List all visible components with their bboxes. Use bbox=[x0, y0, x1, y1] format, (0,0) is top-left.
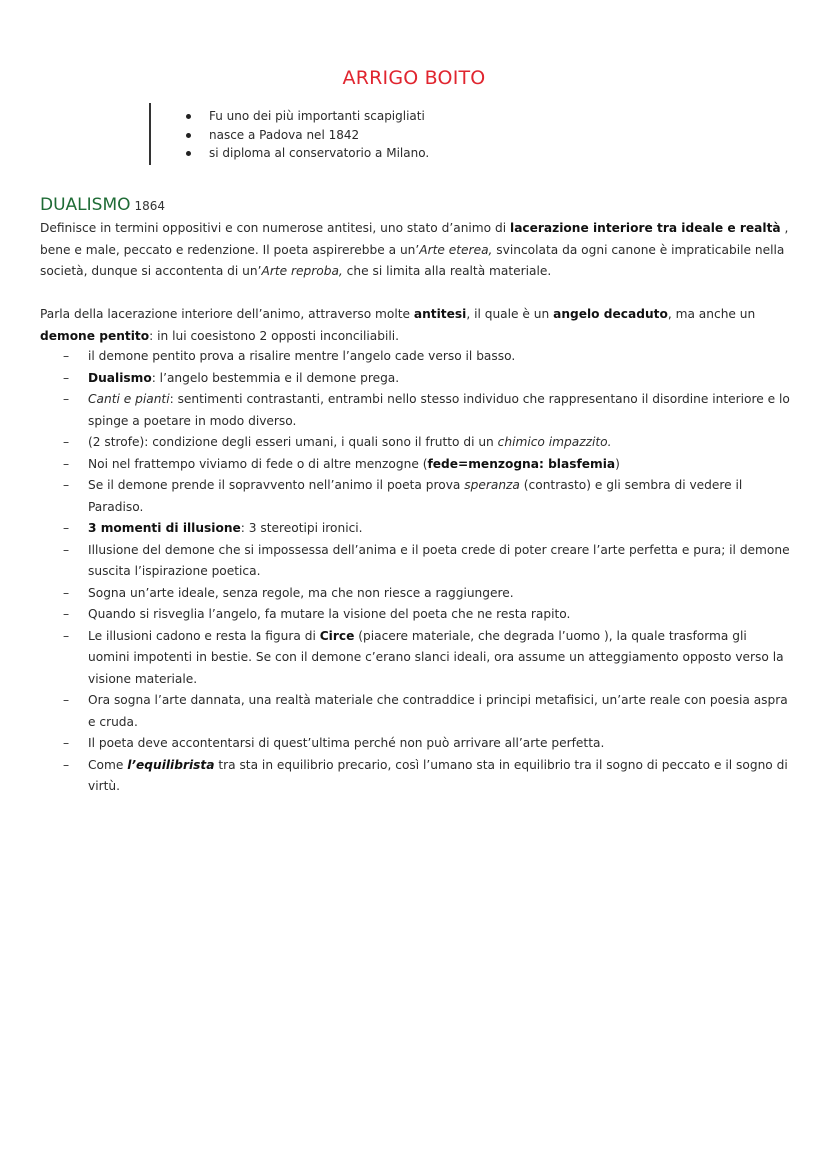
second-paragraph bbox=[40, 304, 792, 347]
intro-paragraph bbox=[40, 218, 792, 283]
text-span: che si limita alla realtà materiale. bbox=[342, 264, 552, 278]
text-span: Quando si risveglia l’angelo, fa mutare la visione del poeta che ne resta rapito. bbox=[88, 607, 571, 621]
list-item bbox=[40, 540, 792, 583]
bold-span: Dualismo bbox=[88, 370, 152, 385]
list-item bbox=[40, 475, 792, 518]
bold-span: lacerazione interiore tra ideale e realtà bbox=[510, 221, 781, 235]
text-span: Sogna un’arte ideale, senza regole, ma che non riesce a raggiungere. bbox=[88, 585, 514, 600]
bold-span: antitesi bbox=[413, 307, 467, 321]
bio-box bbox=[149, 103, 551, 165]
list-item bbox=[40, 690, 792, 733]
list-item bbox=[40, 583, 792, 605]
text-span: Se il demone prende il sopravvento nell’animo il poeta prova bbox=[88, 478, 465, 492]
list-item bbox=[40, 733, 792, 755]
text-span: Come bbox=[88, 757, 128, 772]
text-span: Illusione del demone che si impossessa dell’anima e il poeta crede di poter creare l’arte perfetta e pura; il demone suscita l’ispirazione poetica. bbox=[88, 542, 790, 578]
text-span: Parla della lacerazione interiore dell’animo, attraverso molte bbox=[40, 307, 414, 321]
bio-list bbox=[151, 107, 551, 163]
text-span: ) bbox=[615, 456, 620, 471]
italic-span: chimico impazzito. bbox=[497, 435, 612, 449]
text-span: , bene e male, peccato e redenzione. Il poeta aspirerebbe a un’ bbox=[40, 221, 789, 257]
text-span: (piacere materiale, che degrada l’uomo ), la quale trasforma gli uomini impotenti in bestie. Se con il demone c’erano slanci ideali, ora assume un atteggiamento opposto verso la visione materiale. bbox=[88, 628, 784, 686]
text-span: Ora sogna l’arte dannata, una realtà materiale che contraddice i principi metafisici, un’arte reale con poesia aspra e cruda. bbox=[88, 693, 788, 729]
section-heading-text: DUALISMO bbox=[40, 195, 131, 215]
text-span: (2 strofe): condizione degli esseri umani, i quali sono il frutto di un bbox=[88, 435, 498, 449]
list-item bbox=[40, 389, 792, 432]
text-span: : 3 stereotipi ironici. bbox=[240, 521, 363, 535]
dash-list bbox=[40, 346, 792, 798]
section-heading bbox=[40, 193, 165, 218]
list-item bbox=[40, 626, 792, 691]
text-span: il demone pentito prova a risalire mentre l’angelo cade verso il basso. bbox=[88, 349, 516, 363]
bold-italic-span: l’equilibrista bbox=[127, 757, 215, 772]
list-item bbox=[40, 368, 792, 390]
bold-span: demone pentito bbox=[40, 328, 150, 343]
text-span: , il quale è un bbox=[466, 307, 554, 321]
bio-item: Fu uno dei più importanti scapigliati bbox=[209, 107, 551, 126]
bold-span: 3 momenti di illusione bbox=[88, 521, 241, 535]
list-item bbox=[40, 432, 792, 454]
text-span: Le illusioni cadono e resta la figura di bbox=[88, 628, 320, 643]
text-span: Definisce in termini oppositivi e con numerose antitesi, uno stato d’animo di bbox=[40, 221, 511, 235]
text-span: : in lui coesistono 2 opposti inconciliabili. bbox=[149, 328, 399, 343]
text-span: , ma anche un bbox=[667, 307, 756, 321]
italic-span: Arte reproba, bbox=[261, 264, 343, 278]
bold-span: fede=menzogna: blasfemia bbox=[427, 456, 616, 471]
text-span: (contrasto) e gli sembra di vedere il Paradiso. bbox=[88, 478, 743, 514]
text-span: : sentimenti contrastanti, entrambi nello stesso individuo che rappresentano il disordine interiore e lo spinge a poetare in modo diverso. bbox=[88, 392, 790, 428]
text-span: tra sta in equilibrio precario, così l’umano sta in equilibrio tra il sogno di peccato e il sogno di virtù. bbox=[88, 757, 788, 793]
bold-span: Circe bbox=[319, 628, 355, 643]
list-item bbox=[40, 454, 792, 476]
page-title: ARRIGO BOITO bbox=[342, 67, 486, 89]
bio-item: nasce a Padova nel 1842 bbox=[209, 126, 551, 145]
list-item bbox=[40, 604, 792, 626]
section-year: 1864 bbox=[134, 199, 166, 213]
italic-span: speranza bbox=[464, 478, 520, 492]
text-span: Noi nel frattempo viviamo di fede o di altre menzogne ( bbox=[88, 456, 428, 471]
bold-span: angelo decaduto bbox=[553, 307, 668, 321]
list-item bbox=[40, 755, 792, 798]
bio-item: si diploma al conservatorio a Milano. bbox=[209, 144, 551, 163]
italic-span: Arte eterea, bbox=[419, 242, 493, 257]
italic-span: Canti e pianti bbox=[88, 392, 170, 406]
text-span: : l’angelo bestemmia e il demone prega. bbox=[151, 370, 400, 385]
text-span: svincolata da ogni canone è impraticabile nella società, dunque si accontenta di un’ bbox=[40, 242, 785, 278]
list-item bbox=[40, 518, 792, 540]
list-item bbox=[40, 346, 792, 368]
text-span: Il poeta deve accontentarsi di quest’ultima perché non può arrivare all’arte perfetta. bbox=[88, 736, 605, 750]
